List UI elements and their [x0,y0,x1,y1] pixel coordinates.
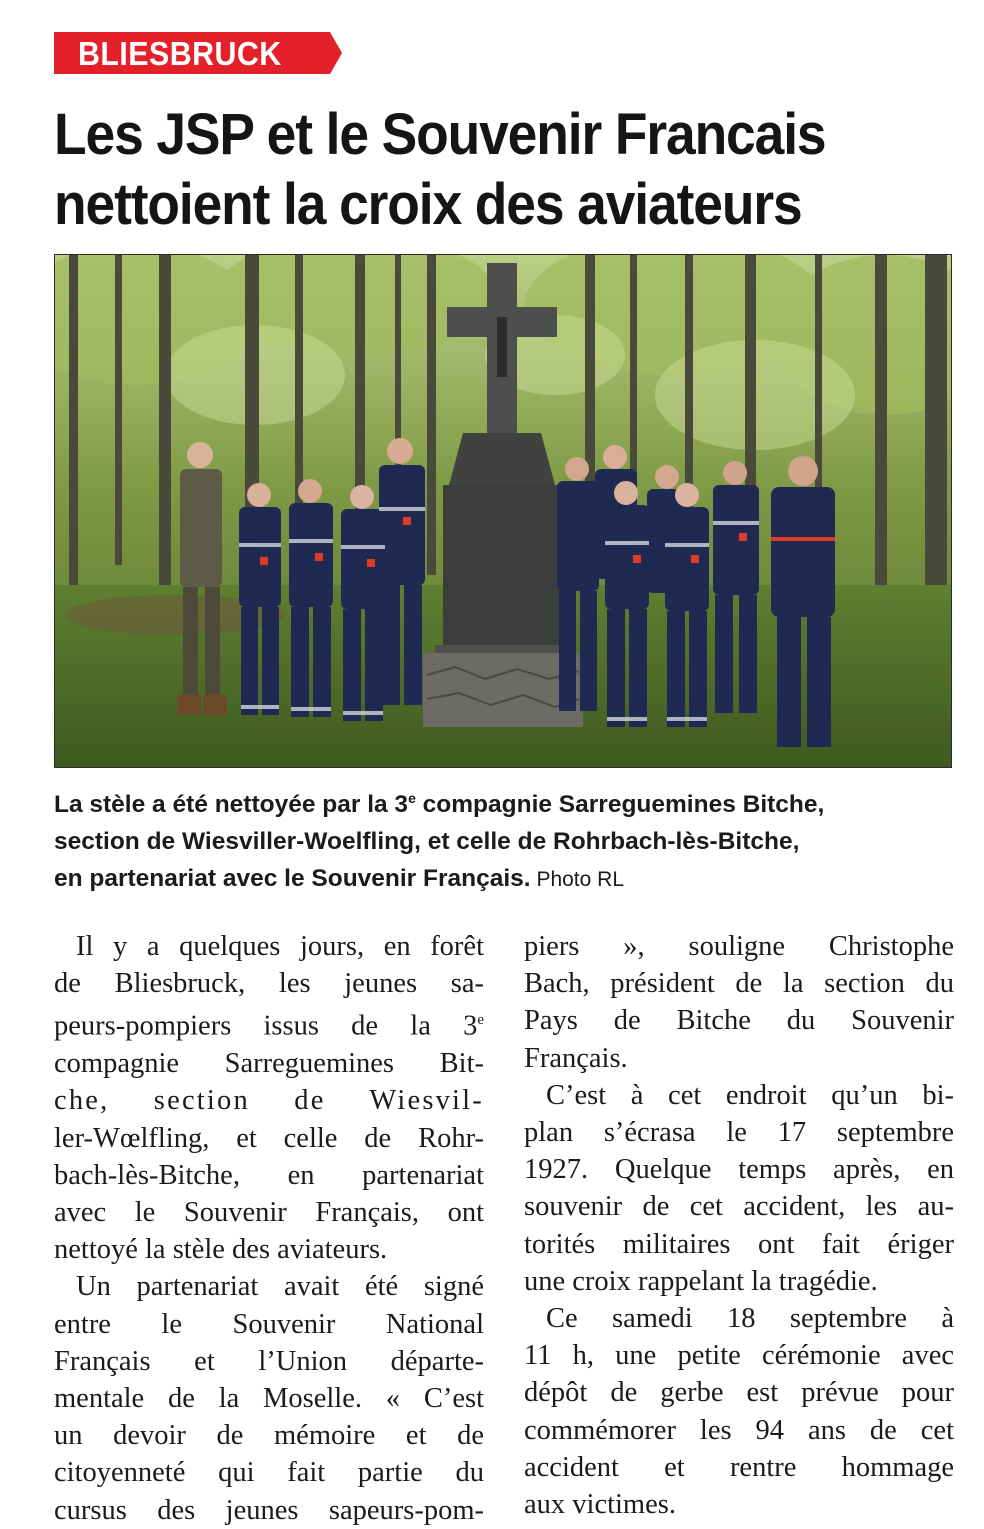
text-line: souvenir de cet accident, les au- [524,1191,954,1223]
body-paragraph [54,1268,484,1528]
text-line: Il y a quelques jours, en forêt [76,931,484,962]
text-line: entre le Souvenir National [54,1308,484,1340]
photo-credit: Photo RL [530,868,625,892]
forest-memorial-photo [55,255,952,768]
text-line: Ce samedi 18 septembre à [546,1303,954,1335]
caption-superscript: e [408,790,416,806]
text-line: aux victimes. [524,1489,676,1521]
text-line: plan s’écrasa le 17 septembre [524,1117,954,1149]
text-line: bach-lès-Bitche, en partenariat [54,1159,484,1191]
text-line: cursus des jeunes sapeurs-pom- [54,1494,484,1526]
body-column-right [524,928,954,1523]
caption-line-3 [54,860,959,898]
text-line: de Bliesbruck, les jeunes sa- [54,968,484,1000]
text-line: une croix rappelant la tragédie. [524,1265,878,1297]
headline-line-2: nettoient la croix des aviateurs [54,172,802,237]
text-line: nettoyé la stèle des aviateurs. [54,1234,388,1266]
section-kicker [54,32,340,74]
text-line: Français. [524,1042,628,1074]
text-line: Pays de Bitche du Souvenir [524,1005,954,1037]
text-line: dépôt de gerbe est prévue pour [524,1377,954,1409]
text-line: Français et l’Union départe- [54,1345,484,1377]
text-line: 1927. Quelque temps après, en [524,1154,954,1186]
article-photo [54,254,952,768]
text-line: compagnie Sarreguemines Bit- [54,1048,484,1080]
body-paragraph [524,1077,954,1300]
text-line: un devoir de mémoire et de [54,1420,484,1452]
text-line: avec le Souvenir Français, ont [54,1196,484,1228]
caption-text-3: en partenariat avec le Souvenir Français. [54,865,531,893]
text-line: commémorer les 94 ans de cet [524,1414,954,1446]
headline-line-1: Les JSP et le Souvenir Francais [54,102,826,167]
text-line: citoyenneté qui fait partie du [54,1457,484,1489]
text-line: 11 h, une petite cérémonie avec [524,1340,954,1372]
article-headline [54,100,882,240]
caption-line-1 [54,780,959,823]
caption-line-2: section de Wiesviller-Woelfling, et celle de Rohrbach-lès-Bitche, [54,828,800,856]
caption-text-1a: La stèle a été nettoyée par la 3 [54,791,409,819]
caption-text-1b: compagnie Sarreguemines Bitche, [415,791,825,819]
text-segment: peurs-pompiers issus de la 3 [54,1010,478,1042]
text-line: piers », souligne Christophe [524,931,954,962]
body-column-left [54,928,484,1529]
text-superscript: e [477,1012,484,1029]
kicker-label: BLIESBRUCK [78,35,282,72]
text-line [54,1002,484,1045]
body-paragraph [524,928,954,1077]
text-line: che, section de Wiesvil- [54,1085,484,1117]
text-line: C’est à cet endroit qu’un bi- [546,1079,954,1111]
photo-caption [54,780,959,898]
body-paragraph [54,928,484,1268]
text-line: accident et rentre hommage [524,1451,954,1483]
text-line: Un partenariat avait été signé [76,1271,484,1303]
text-line: mentale de la Moselle. « C’est [54,1382,484,1414]
text-line: Bach, président de la section du [524,968,954,1000]
text-line: ler-Wœlfling, et celle de Rohr- [54,1122,484,1154]
body-paragraph [524,1300,954,1523]
text-line: torités militaires ont fait ériger [524,1228,954,1260]
